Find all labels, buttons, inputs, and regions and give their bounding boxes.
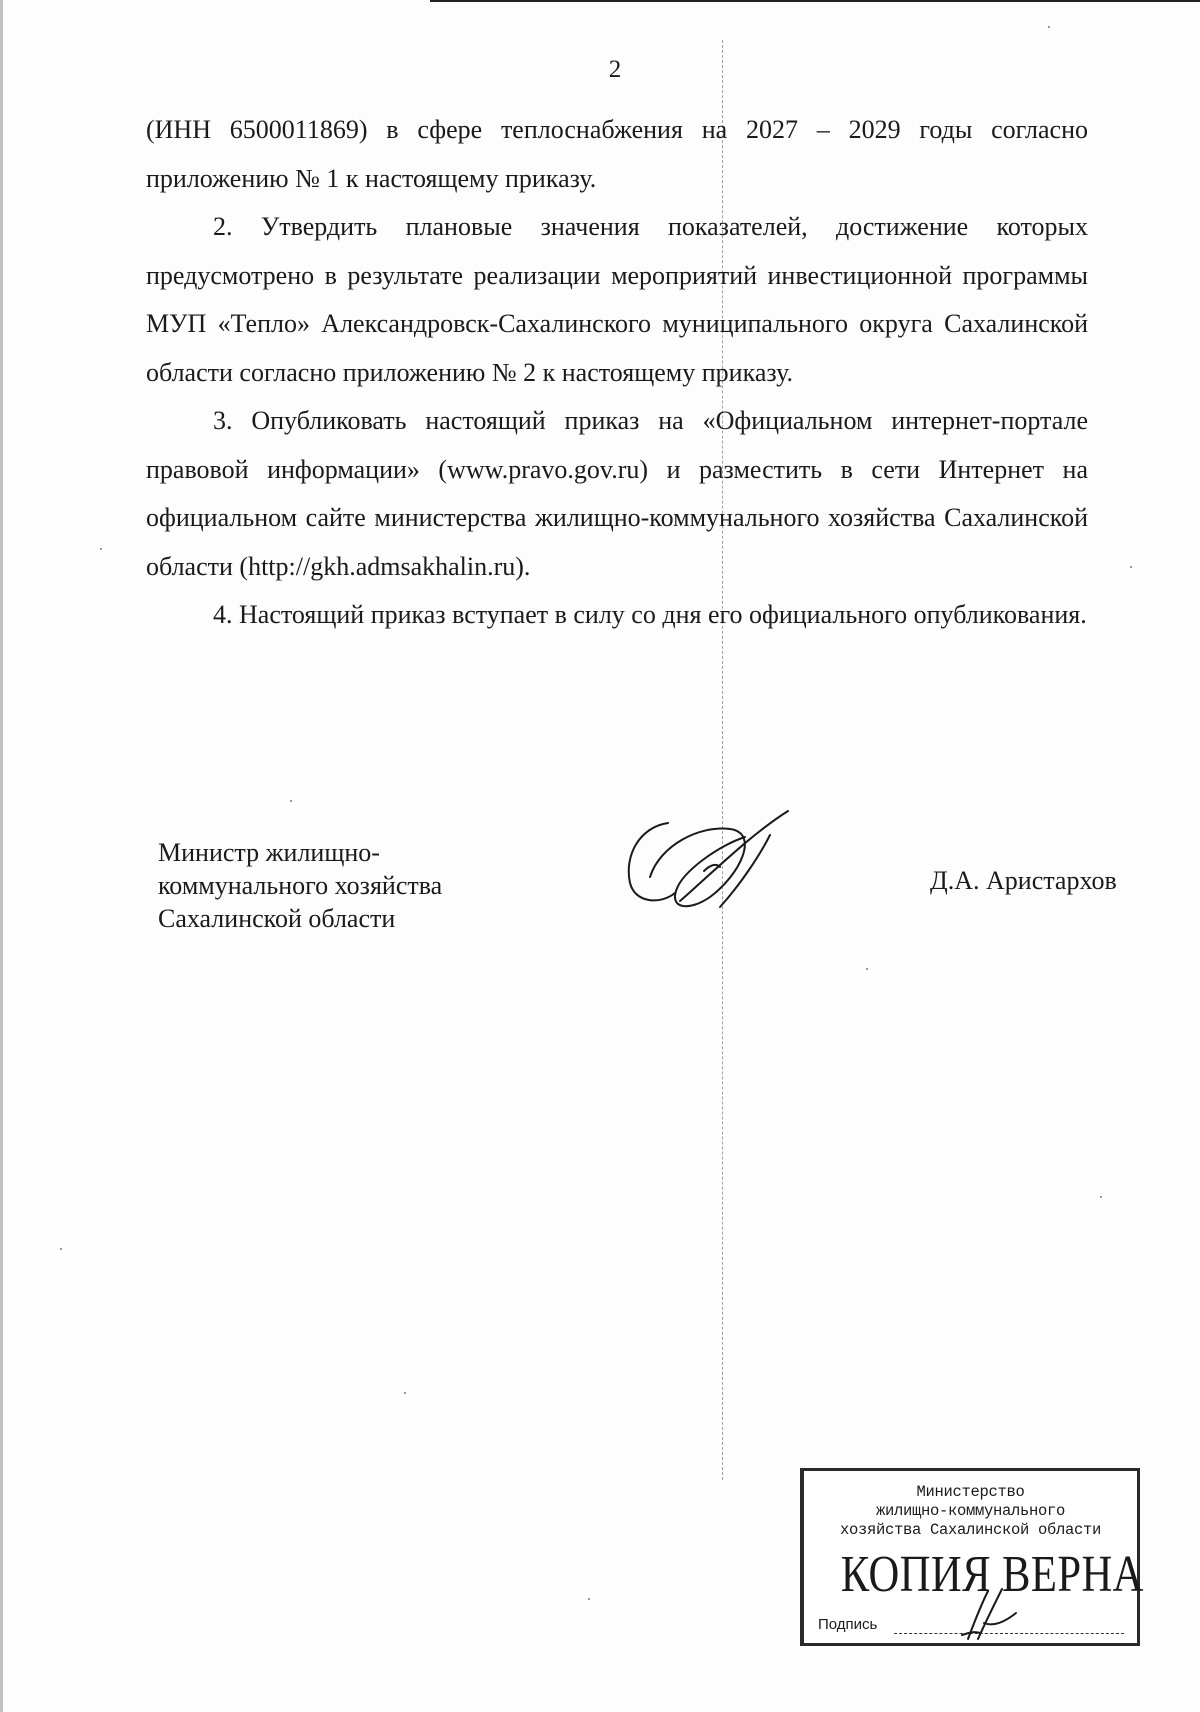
scan-speck <box>1100 1196 1102 1198</box>
signatory-position-line: коммунального хозяйства <box>158 871 443 900</box>
paragraph-3: 3. Опубликовать настоящий приказ на «Официальном интернет-портале правовой информации» (www.pravo.gov.ru) и разместить в сети Интернет на официальном сайте министерства жилищно-коммунального хозяйства Сахалинской области (http://gkh.admsakhalin.ru). <box>146 406 1088 581</box>
scan-speck <box>404 1392 406 1394</box>
signatory-position-line: Министр жилищно- <box>158 838 380 867</box>
paragraph-1-continuation: (ИНН 6500011869) в сфере теплоснабжения на 2027 – 2029 годы согласно приложению № 1 к настоящему приказу. <box>146 115 1088 193</box>
stamp-header-line: жилищно-коммунального <box>875 1502 1066 1520</box>
scan-speck <box>60 1248 62 1250</box>
scan-speck <box>1130 566 1132 568</box>
scan-left-edge <box>0 0 3 1712</box>
scan-speck <box>1048 26 1050 28</box>
certified-copy-stamp <box>800 1468 1144 1646</box>
signatory-position <box>158 836 442 935</box>
paragraph-2: 2. Утвердить плановые значения показателей, достижение которых предусмотрено в результате реализации мероприятий инвестиционной программы МУП «Тепло» Александровск-Сахалинского муниципального округа Сахалинской области согласно приложению № 2 к настоящему приказу. <box>146 212 1088 387</box>
order-body <box>146 106 1088 640</box>
scan-speck <box>290 800 292 802</box>
scan-speck <box>588 1598 590 1600</box>
stamp-title: КОПИЯ ВЕРНА <box>840 1546 1144 1603</box>
stamp-sign-label: Подпись <box>818 1616 878 1633</box>
signatory-name: Д.А. Аристархов <box>930 866 1117 895</box>
handwritten-initials-icon <box>954 1583 1024 1643</box>
scan-speck <box>866 968 868 970</box>
stamp-header-line: хозяйства Сахалинской области <box>839 1521 1102 1539</box>
scan-top-edge <box>430 0 1200 2</box>
signatory-position-line: Сахалинской области <box>158 904 396 933</box>
stamp-header-line: Министерство <box>916 1483 1025 1501</box>
handwritten-signature-icon <box>620 805 810 915</box>
paragraph-4: 4. Настоящий приказ вступает в силу со дня его официального опубликования. <box>213 600 1087 629</box>
page-number: 2 <box>608 56 622 83</box>
scan-speck <box>100 548 102 550</box>
stamp-header <box>804 1483 1137 1540</box>
